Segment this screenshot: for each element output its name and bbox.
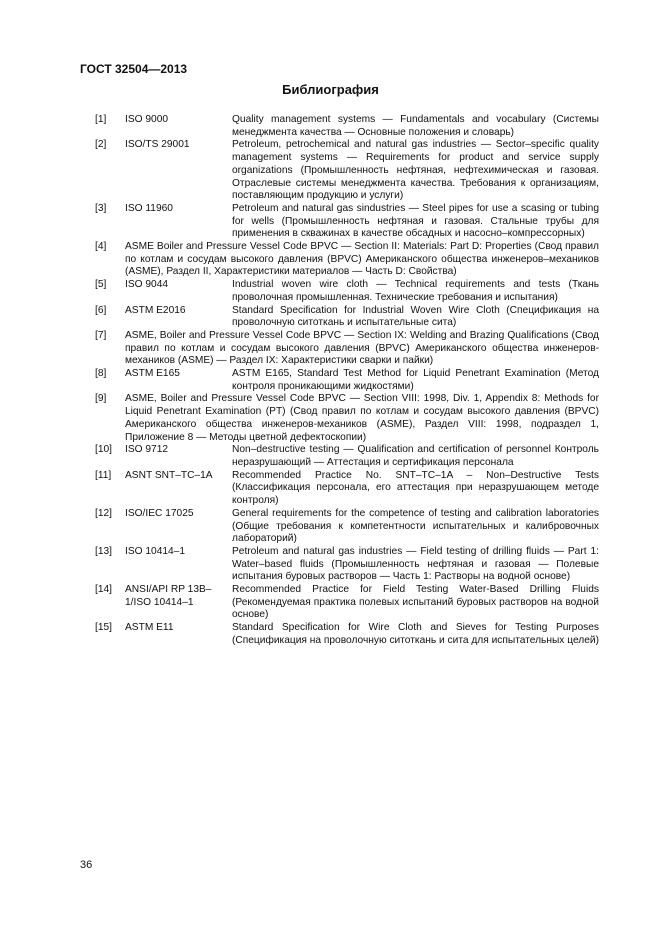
entry-number: [10] — [95, 444, 112, 456]
entry-number: [8] — [95, 368, 107, 380]
bibliography-entry — [95, 444, 599, 469]
entry-code: ASTM E11 — [125, 622, 174, 634]
entry-description: Industrial woven wire cloth — Technical requirements and tests (Ткань проволочная промышленная. Технические требования и испытания) — [232, 279, 599, 303]
entry-description: Standard Specification for Wire Cloth and Sieves for Testing Purposes (Спецификация на проволочную ситоткань и сита для испытательных целей) — [232, 622, 599, 646]
entry-number: [14] — [95, 584, 112, 596]
entry-number: [4] — [95, 241, 107, 253]
entry-number: [11] — [95, 469, 112, 481]
entry-description: Petroleum and natural gas sindustries — Steel pipes for use a scasing or tubing for wells (Промышленность нефтяная и газовая. Стальные трубы для применения в скважинах в качестве обсадных и насосно–компрессорных) — [232, 202, 599, 240]
entry-code: ANSI/API RP 13B–1/ISO 10414–1 — [125, 584, 212, 608]
entry-description: Non–destructive testing — Qualification and certification of personnel Контроль неразрушающий — Аттестация и сертификация персонала — [232, 444, 599, 468]
bibliography-entry — [95, 622, 599, 647]
entry-description: Petroleum, petrochemical and natural gas industries — Sector–specific quality management systems — Requirements for product and service supply organizations (Промышленность нефтяная, нефтехимическая и газовая. Отраслевые системы менеджмента качества. Требования к организациям, поставляющим продукцию и услуги) — [232, 139, 599, 202]
bibliography-entry — [95, 139, 599, 203]
bibliography-entry — [95, 546, 599, 584]
entry-number: [9] — [95, 393, 107, 405]
document-code: ГОСТ 32504—2013 — [80, 62, 188, 76]
entry-description: ASTM E165, Standard Test Method for Liquid Penetrant Examination (Метод контроля проникающими жидкостями) — [232, 368, 599, 392]
entry-code: ISO 9044 — [125, 279, 169, 291]
entry-code: ISO 9712 — [125, 444, 169, 456]
entry-code: ISO/IEC 17025 — [125, 507, 194, 519]
entry-description: Recommended Practice for Field Testing Water-Based Drilling Fluids (Рекомендуемая практика полевых испытаний буровых растворов на водной основе) — [232, 584, 599, 621]
entry-description: ASME, Boiler and Pressure Vessel Code BPVC — Section IX: Welding and Brazing Qualifications (Свод правил по котлам и сосудам высокого давления (BPVC) Американского общества инженеров-механиков (ASME) — Раздел IX: Характеристики сварки и пайки) — [125, 329, 599, 367]
entry-code: ISO/TS 29001 — [125, 139, 190, 151]
entry-number: [13] — [95, 545, 112, 557]
bibliography-entry — [95, 470, 599, 508]
entry-code: ASTM E165 — [125, 368, 180, 380]
entry-description: ASME Boiler and Pressure Vessel Code BPVC — Section II: Materials: Part D: Properties (Свод правил по котлам и сосудам высокого давления (BPVC) Американского общества инженеров–механиков (ASME), Раздел II, Характеристики материалов — Часть D: Свойства) — [125, 241, 599, 278]
entry-code: ISO 9000 — [125, 114, 169, 125]
bibliography-entry — [95, 393, 599, 444]
bibliography-entry — [95, 368, 599, 393]
entry-number: [2] — [95, 139, 107, 151]
entry-number: [1] — [95, 114, 107, 125]
entry-number: [7] — [95, 329, 107, 341]
entry-number: [12] — [95, 507, 112, 519]
entry-description: Petroleum and natural gas industries — Field testing of drilling fluids — Part 1: Water–based fluids (Промышленность нефтяная и газовая — Полевые испытания буровых растворов — Часть 1: Растворы на водной основе) — [232, 545, 599, 583]
entry-description: Recommended Practice No. SNT–TC–1A – Non–Destructive Tests (Классификация персонала, его аттестация при неразрушающем методе контроля) — [232, 469, 599, 507]
bibliography-entry — [95, 584, 599, 622]
entry-code: ISO 11960 — [125, 202, 173, 214]
bibliography-entry — [95, 203, 599, 241]
entry-description: ASME, Boiler and Pressure Vessel Code BPVC — Section VIII: 1998, Div. 1, Appendix 8: Methods for Liquid Penetrant Examination (PT) (Свод правил по котлам и сосудам высокого давления (BPVC) Американского общества инженеров-механиков (ASME), Раздел VIII: 1998, подраздел 1, Приложение 8 — Методы цветной дефектоскопии) — [125, 393, 599, 443]
entry-number: [3] — [95, 202, 107, 214]
bibliography-entry — [95, 330, 599, 368]
bibliography-entry — [95, 241, 599, 279]
entry-number: [6] — [95, 304, 107, 316]
bibliography-entry — [95, 508, 599, 546]
page-number: 36 — [80, 859, 93, 871]
entry-code: ASTM E2016 — [125, 304, 186, 316]
entry-description: Quality management systems — Fundamentals and vocabulary (Системы менеджмента качества — Основные положения и словарь) — [232, 114, 599, 138]
entry-code: ISO 10414–1 — [125, 545, 186, 557]
entry-code: ASNT SNT–TC–1A — [125, 469, 213, 481]
entry-number: [5] — [95, 279, 107, 291]
page-title: Библиография — [282, 82, 379, 97]
bibliography-list — [95, 114, 599, 648]
bibliography-entry — [95, 279, 599, 304]
entry-number: [15] — [95, 622, 112, 634]
entry-description: General requirements for the competence of testing and calibration laboratories (Общие требования к компетентности испытательных и калибровочных лабораторий) — [232, 507, 599, 545]
bibliography-entry — [95, 305, 599, 330]
entry-description: Standard Specification for Industrial Woven Wire Cloth (Спецификация на проволочную ситоткань и испытательные сита) — [232, 304, 599, 329]
bibliography-entry — [95, 114, 599, 139]
